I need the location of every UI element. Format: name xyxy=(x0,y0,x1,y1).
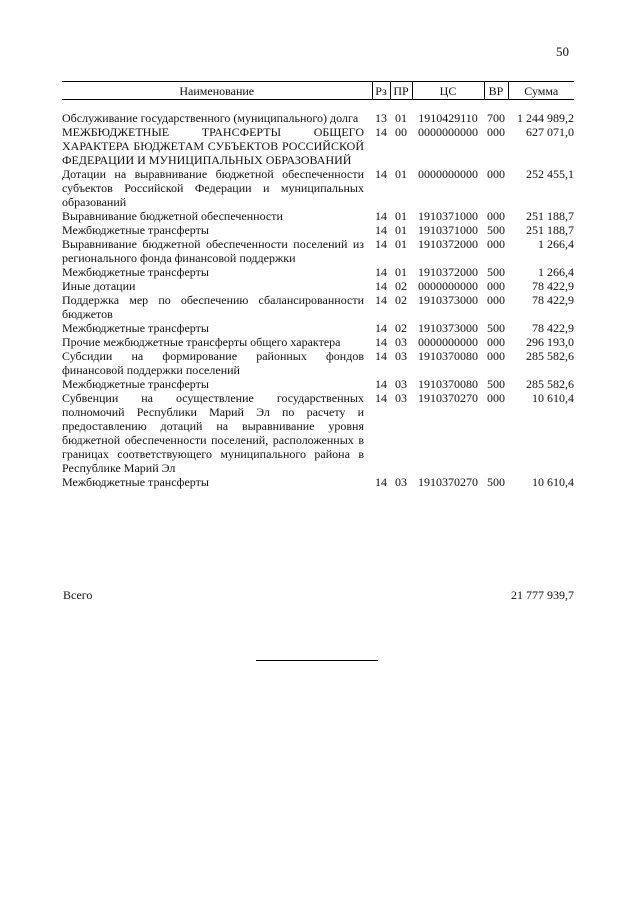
cell-vr: 000 xyxy=(487,237,505,251)
cell-cs: 1910370270 xyxy=(418,475,478,489)
cell-pr: 01 xyxy=(395,167,407,181)
cell-pr: 03 xyxy=(395,335,407,349)
cell-name: Обслуживание государственного (муниципального) долга xyxy=(62,111,359,125)
cell-pr: 01 xyxy=(395,209,407,223)
cell-name: Выравнивание бюджетной обеспеченности xyxy=(62,209,283,223)
cell-name: МЕЖБЮДЖЕТНЫЕ ТРАНСФЕРТЫ ОБЩЕГО ХАРАКТЕРА БЮДЖЕТАМ СУБЪЕКТОВ РОССИЙСКОЙ ФЕДЕРАЦИИ И МУНИЦИПАЛЬНЫХ ОБРАЗОВАНИЙ xyxy=(62,125,364,167)
cell-sum: 285 582,6 xyxy=(526,377,574,391)
cell-cs: 0000000000 xyxy=(418,335,478,349)
table-row xyxy=(62,167,574,209)
cell-pr: 01 xyxy=(395,237,407,251)
cell-vr: 000 xyxy=(487,167,505,181)
cell-name: Субвенции на осуществление государственных полномочий Республики Марий Эл по расчету и предоставлению дотаций на выравнивание уровня бюджетной обеспеченности поселений, расположенных в границах соответствующего муниципального района в Республике Марий Эл xyxy=(62,391,364,475)
cell-name: Межбюджетные трансферты xyxy=(62,223,209,237)
cell-rz: 14 xyxy=(375,293,387,307)
cell-sum: 627 071,0 xyxy=(526,125,574,139)
cell-sum: 78 422,9 xyxy=(532,321,574,335)
cell-cs: 1910370080 xyxy=(418,377,478,391)
cell-vr: 000 xyxy=(487,335,505,349)
cell-sum: 10 610,4 xyxy=(532,391,574,405)
table-row xyxy=(62,475,574,489)
cell-sum: 251 188,7 xyxy=(526,209,574,223)
cell-pr: 02 xyxy=(395,321,407,335)
cell-cs: 1910429110 xyxy=(418,111,478,125)
cell-vr: 000 xyxy=(487,293,505,307)
total-label: Всего xyxy=(63,588,93,602)
cell-pr: 01 xyxy=(395,223,407,237)
table-row xyxy=(62,349,574,377)
cell-vr: 500 xyxy=(487,265,505,279)
table-row xyxy=(62,100,574,126)
table-row xyxy=(62,293,574,321)
cell-pr: 01 xyxy=(395,265,407,279)
cell-rz: 14 xyxy=(375,125,387,139)
header-name: Наименование xyxy=(62,82,372,100)
cell-pr: 02 xyxy=(395,293,407,307)
cell-pr: 03 xyxy=(395,377,407,391)
total-value: 21 777 939,7 xyxy=(511,588,574,602)
table-row xyxy=(62,223,574,237)
cell-sum: 252 455,1 xyxy=(526,167,574,181)
cell-rz: 13 xyxy=(375,111,387,125)
cell-name: Межбюджетные трансферты xyxy=(62,377,209,391)
cell-cs: 1910372000 xyxy=(418,265,478,279)
cell-sum: 1 244 989,2 xyxy=(517,111,574,125)
cell-name: Выравнивание бюджетной обеспеченности поселений из регионального фонда финансовой поддержки xyxy=(62,237,364,265)
cell-cs: 0000000000 xyxy=(418,279,478,293)
cell-rz: 14 xyxy=(375,475,387,489)
cell-sum: 78 422,9 xyxy=(532,293,574,307)
cell-vr: 500 xyxy=(487,223,505,237)
table-row xyxy=(62,265,574,279)
end-divider xyxy=(256,660,378,661)
cell-cs: 1910372000 xyxy=(418,237,478,251)
page-number: 50 xyxy=(556,44,569,59)
header-cs: ЦС xyxy=(412,82,484,100)
cell-rz: 14 xyxy=(375,223,387,237)
cell-vr: 500 xyxy=(487,475,505,489)
cell-name: Субсидии на формирование районных фондов финансовой поддержки поселений xyxy=(62,349,364,377)
table-row xyxy=(62,237,574,265)
budget-table xyxy=(62,81,574,489)
cell-vr: 000 xyxy=(487,209,505,223)
header-vr: ВР xyxy=(484,82,508,100)
cell-cs: 0000000000 xyxy=(418,125,478,139)
cell-cs: 1910371000 xyxy=(418,223,478,237)
cell-name: Межбюджетные трансферты xyxy=(62,475,209,489)
cell-name: Межбюджетные трансферты xyxy=(62,265,209,279)
cell-rz: 14 xyxy=(375,377,387,391)
cell-sum: 1 266,4 xyxy=(538,265,574,279)
cell-pr: 02 xyxy=(395,279,407,293)
cell-rz: 14 xyxy=(375,349,387,363)
cell-cs: 0000000000 xyxy=(418,167,478,181)
cell-pr: 01 xyxy=(395,111,407,125)
table-row xyxy=(62,279,574,293)
cell-rz: 14 xyxy=(375,321,387,335)
cell-pr: 03 xyxy=(395,475,407,489)
table-row xyxy=(62,377,574,391)
cell-cs: 1910371000 xyxy=(418,209,478,223)
cell-rz: 14 xyxy=(375,391,387,405)
header-sum: Сумма xyxy=(508,82,574,100)
cell-vr: 000 xyxy=(487,279,505,293)
table-header-row xyxy=(62,82,574,100)
cell-sum: 251 188,7 xyxy=(526,223,574,237)
cell-rz: 14 xyxy=(375,265,387,279)
table-row xyxy=(62,321,574,335)
cell-name: Поддержка мер по обеспечению сбалансированности бюджетов xyxy=(62,293,364,321)
cell-name: Межбюджетные трансферты xyxy=(62,321,209,335)
cell-sum: 1 266,4 xyxy=(538,237,574,251)
cell-cs: 1910370080 xyxy=(418,349,478,363)
table-row xyxy=(62,125,574,167)
cell-pr: 03 xyxy=(395,349,407,363)
cell-rz: 14 xyxy=(375,209,387,223)
cell-vr: 000 xyxy=(487,391,505,405)
cell-vr: 500 xyxy=(487,321,505,335)
cell-vr: 500 xyxy=(487,377,505,391)
cell-sum: 78 422,9 xyxy=(532,279,574,293)
cell-name: Иные дотации xyxy=(62,279,136,293)
header-rz: Рз xyxy=(372,82,390,100)
cell-pr: 00 xyxy=(395,125,407,139)
cell-cs: 1910373000 xyxy=(418,321,478,335)
cell-sum: 285 582,6 xyxy=(526,349,574,363)
table-row xyxy=(62,391,574,475)
cell-vr: 000 xyxy=(487,125,505,139)
cell-pr: 03 xyxy=(395,391,407,405)
cell-sum: 10 610,4 xyxy=(532,475,574,489)
table-row xyxy=(62,209,574,223)
header-pr: ПР xyxy=(390,82,412,100)
cell-cs: 1910373000 xyxy=(418,293,478,307)
cell-vr: 700 xyxy=(487,111,505,125)
cell-sum: 296 193,0 xyxy=(526,335,574,349)
cell-rz: 14 xyxy=(375,167,387,181)
cell-rz: 14 xyxy=(375,237,387,251)
cell-rz: 14 xyxy=(375,279,387,293)
cell-name: Прочие межбюджетные трансферты общего характера xyxy=(62,335,341,349)
cell-vr: 000 xyxy=(487,349,505,363)
cell-rz: 14 xyxy=(375,335,387,349)
table-row xyxy=(62,335,574,349)
cell-name: Дотации на выравнивание бюджетной обеспеченности субъектов Российской Федерации и муниципальных образований xyxy=(62,167,364,209)
cell-cs: 1910370270 xyxy=(418,391,478,405)
